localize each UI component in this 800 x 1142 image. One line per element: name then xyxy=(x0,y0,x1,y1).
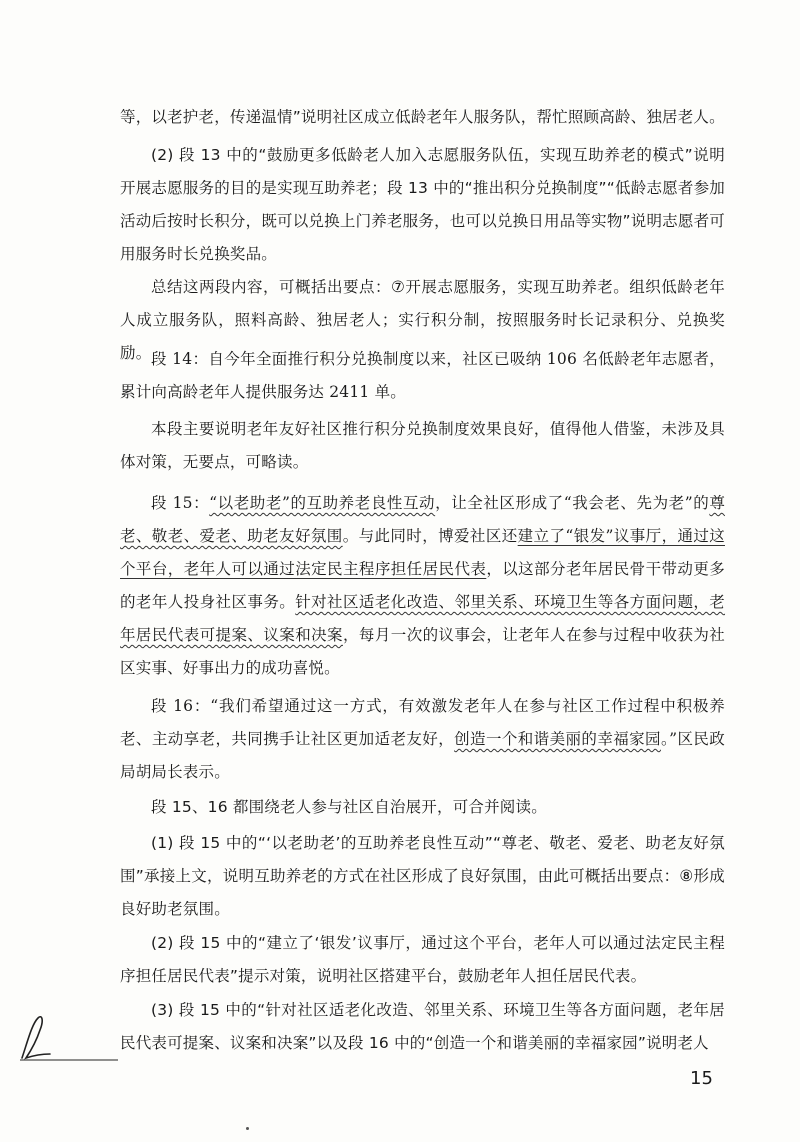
text-span: ，让全社区形成了“我会老、先为老”的 xyxy=(435,494,710,512)
paragraph-3: 总结这两段内容，可概括出要点：⑦开展志愿服务，实现互助养老。组织低龄老年人成立服务队，照料高龄、独居老人；实行积分制，按照服务时长记录积分、兑换奖励。 xyxy=(120,278,725,362)
text-span: ，以这部分老年居民骨干带动更多的老年人投身社区事务。 xyxy=(120,560,725,611)
text-span: 。与此同时，博爱社区还 xyxy=(342,527,518,545)
paragraph-10: (2) 段 15 中的“建立了‘银发’议事厅，通过这个平台，老年人可以通过法定民主程序担任居民代表”提示对策，说明社区搭建平台，鼓励老年人担任居民代表。 xyxy=(120,934,725,985)
wavy-underlined-text: 尊老、敬老、爱老、助老友好氛围 xyxy=(120,494,726,545)
speck xyxy=(246,1127,249,1130)
text-span: 。”区民政局胡局长表示。 xyxy=(120,730,725,781)
wavy-underlined-text: “以老助老”的互助养老良性互动 xyxy=(209,494,436,512)
paragraph-5: 本段主要说明老年友好社区推行积分兑换制度效果良好，值得他人借鉴，未涉及具体对策，无要点，可略读。 xyxy=(120,420,725,471)
paragraph-1: 等，以老护老，传递温情”说明社区成立低龄老年人服务队，帮忙照顾高龄、独居老人。 xyxy=(120,108,725,126)
paragraph-7 xyxy=(120,690,725,789)
wavy-underlined-text: 创造一个和谐美丽的幸福家园 xyxy=(454,730,661,748)
text-span: ，每月一次的议事会，让老年人在参与过程中收获为社区实事、好事出力的成功喜悦。 xyxy=(120,626,725,677)
paragraph-11: (3) 段 15 中的“针对社区适老化改造、邻里关系、环境卫生等各方面问题，老年居民代表可提案、议案和决案”以及段 16 中的“创造一个和谐美丽的幸福家园”说明老人 xyxy=(120,1001,725,1052)
underlined-text: 建立了“银发”议事厅，通过这个平台，老年人可以通过法定民主程序担任居民代表 xyxy=(120,527,725,578)
paragraph-9: (1) 段 15 中的“‘以老助老’的互助养老良性互动”“尊老、敬老、爱老、助老友好氛围”承接上文，说明互助养老的方式在社区形成了良好氛围，由此可概括出要点：⑧形成良好助老氛围。 xyxy=(120,834,725,918)
paragraph-6 xyxy=(120,487,725,685)
text-span: 段 16：“我们希望通过这一方式，有效激发老年人在参与社区工作过程中积极养老、主动享老，共同携手让社区更加适老友好， xyxy=(120,697,725,748)
paragraph-2: (2) 段 13 中的“鼓励更多低龄老人加入志愿服务队伍，实现互助养老的模式”说明开展志愿服务的目的是实现互助养老；段 13 中的“推出积分兑换制度”“低龄志愿者参加活动后按时长积分，既可以兑换上门养老服务，也可以兑换日用品等实物”说明志愿者可用服务时长兑换奖品。 xyxy=(120,146,725,263)
handwritten-mark xyxy=(10,1010,120,1070)
page-number: 15 xyxy=(690,1068,713,1089)
wavy-underlined-text: 针对社区适老化改造、邻里关系、环境卫生等各方面问题，老年居民代表可提案、议案和决案 xyxy=(120,593,726,644)
text-span: 段 15： xyxy=(151,494,210,512)
paragraph-4: 段 14：自今年全面推行积分兑换制度以来，社区已吸纳 106 名低龄老年志愿者，累计向高龄老年人提供服务达 2411 单。 xyxy=(120,350,725,401)
paragraph-8: 段 15、16 都围绕老人参与社区自治展开，可合并阅读。 xyxy=(151,798,547,816)
